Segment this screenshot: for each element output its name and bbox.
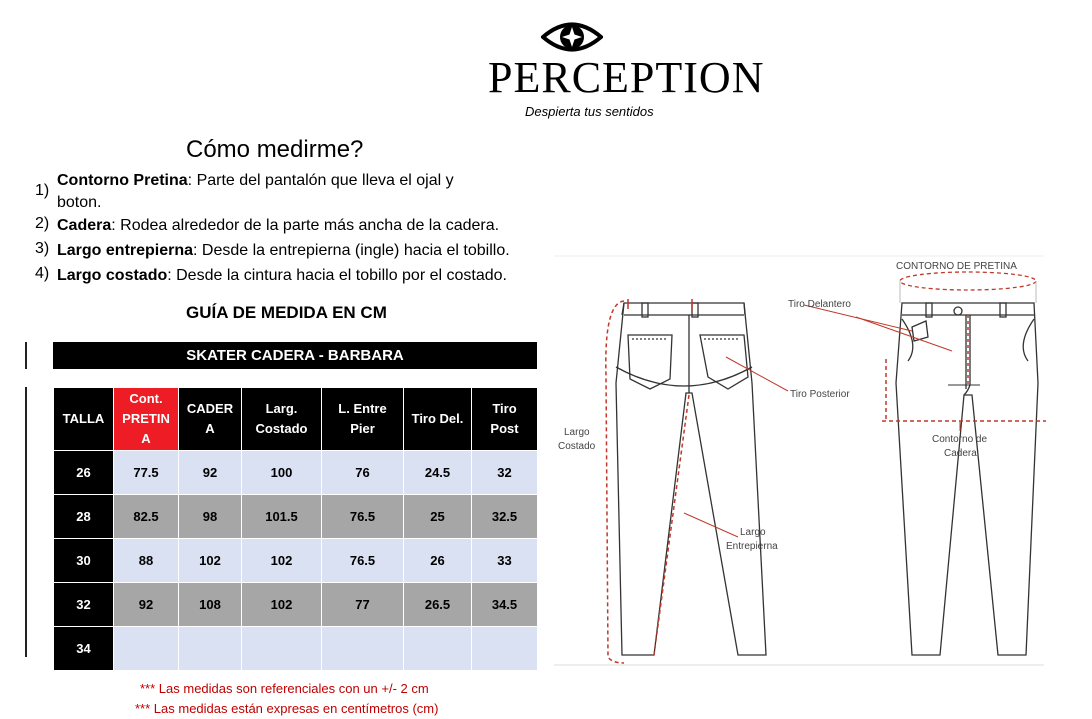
front-view-pants — [896, 303, 1038, 655]
table-cell: 101.5 — [242, 495, 322, 539]
table-cell: 76 — [322, 451, 404, 495]
instruction-2 — [57, 215, 547, 237]
divider — [25, 387, 27, 657]
table-row — [54, 539, 538, 583]
table-cell: 102 — [179, 539, 242, 583]
table-cell — [472, 627, 538, 671]
note-units: *** Las medidas están expresas en centímetros (cm) — [135, 701, 439, 716]
front-view-markers — [882, 315, 1046, 421]
note-tolerance: *** Las medidas son referenciales con un +/- 2 cm — [140, 681, 429, 696]
table-cell: 26.5 — [404, 583, 472, 627]
table-cell: 76.5 — [322, 495, 404, 539]
label-largo: Largo — [564, 427, 590, 438]
table-cell: 100 — [242, 451, 322, 495]
size-table — [53, 387, 538, 671]
table-cell: 33 — [472, 539, 538, 583]
table-cell: 77 — [322, 583, 404, 627]
label-tiro-posterior: Tiro Posterior — [790, 389, 850, 400]
table-cell: 24.5 — [404, 451, 472, 495]
table-cell: 88 — [114, 539, 179, 583]
table-cell: 32.5 — [472, 495, 538, 539]
back-view-pants — [616, 303, 766, 655]
table-cell — [114, 627, 179, 671]
table-cell — [322, 627, 404, 671]
table-cell — [242, 627, 322, 671]
instruction-term: Cadera — [57, 217, 112, 234]
table-header-row — [54, 388, 538, 451]
waistband-marker — [900, 272, 1036, 290]
label-largo-entrepierna-1: Largo — [740, 527, 766, 538]
instruction-desc: : Rodea alrededor de la parte más ancha de la cadera. — [111, 217, 500, 234]
label-contorno-de: Contorno de — [932, 434, 988, 445]
column-header-talla: TALLA — [54, 388, 114, 451]
divider — [25, 342, 27, 369]
size-cell: 26 — [54, 451, 114, 495]
label-largo-entrepierna-2: Entrepierna — [726, 541, 778, 552]
eye-icon — [541, 18, 603, 56]
front-view-arrows — [804, 305, 960, 431]
table-cell: 77.5 — [114, 451, 179, 495]
column-header-largo-entrepierna: L. Entre Pier — [322, 388, 404, 451]
table-row — [54, 495, 538, 539]
brand-logo — [470, 18, 765, 123]
column-header-cont-pretina: Cont. PRETIN A — [114, 388, 179, 451]
instruction-1 — [57, 170, 497, 214]
item-number: 2) — [35, 215, 50, 232]
table-row — [54, 627, 538, 671]
table-cell: 108 — [179, 583, 242, 627]
instruction-3 — [57, 240, 552, 262]
column-header-largo-costado: Larg. Costado — [242, 388, 322, 451]
size-cell: 32 — [54, 583, 114, 627]
table-cell: 98 — [179, 495, 242, 539]
table-cell: 102 — [242, 539, 322, 583]
model-name-bar: SKATER CADERA - BARBARA — [53, 342, 537, 369]
item-number: 1) — [35, 182, 50, 199]
instruction-desc: : Parte del pantalón que lleva el ojal y — [187, 172, 454, 189]
table-cell: 32 — [472, 451, 538, 495]
instruction-term: Largo costado — [57, 267, 168, 284]
label-tiro-delantero: Tiro Delantero — [788, 299, 851, 310]
table-cell — [404, 627, 472, 671]
size-cell: 34 — [54, 627, 114, 671]
table-row — [54, 583, 538, 627]
item-number: 3) — [35, 240, 50, 257]
table-cell: 92 — [179, 451, 242, 495]
table-cell: 34.5 — [472, 583, 538, 627]
measurement-diagram — [552, 255, 1046, 669]
brand-name: PERCEPTION — [488, 53, 765, 102]
instruction-term: Largo entrepierna — [57, 242, 194, 259]
label-cadera: Cadera — [944, 448, 977, 459]
table-row — [54, 451, 538, 495]
label-contorno-pretina: CONTORNO DE PRETINA — [896, 261, 1017, 272]
table-cell: 92 — [114, 583, 179, 627]
table-cell: 102 — [242, 583, 322, 627]
instruction-desc: : Desde la entrepierna (ingle) hacia el tobillo. — [193, 242, 510, 259]
column-header-cadera: CADER A — [179, 388, 242, 451]
table-cell: 25 — [404, 495, 472, 539]
instruction-4 — [57, 265, 552, 287]
how-to-measure-title: Cómo medirme? — [186, 136, 364, 163]
label-costado: Costado — [558, 441, 596, 452]
column-header-tiro-post: Tiro Post — [472, 388, 538, 451]
size-cell: 28 — [54, 495, 114, 539]
table-cell: 26 — [404, 539, 472, 583]
column-header-tiro-del: Tiro Del. — [404, 388, 472, 451]
size-cell: 30 — [54, 539, 114, 583]
brand-tagline: Despierta tus sentidos — [525, 104, 654, 119]
instruction-term: Contorno Pretina — [57, 172, 188, 189]
table-cell: 82.5 — [114, 495, 179, 539]
guide-title: GUÍA DE MEDIDA EN CM — [186, 303, 387, 322]
instruction-desc: : Desde la cintura hacia el tobillo por el costado. — [167, 267, 507, 284]
instruction-desc-cont: boton. — [57, 194, 102, 211]
item-number: 4) — [35, 265, 50, 282]
table-cell — [179, 627, 242, 671]
table-cell: 76.5 — [322, 539, 404, 583]
